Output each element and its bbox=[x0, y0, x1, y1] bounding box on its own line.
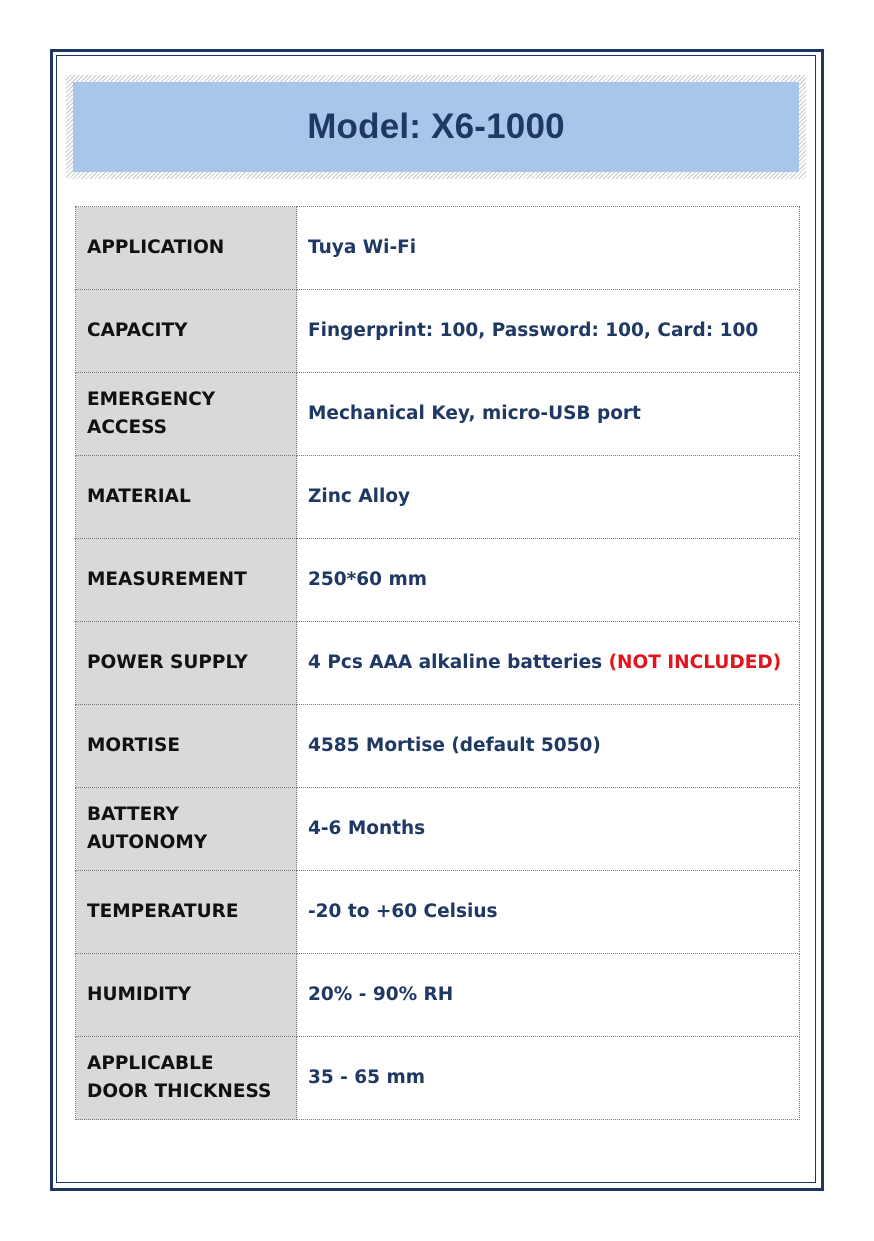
spec-label-line: DOOR THICKNESS bbox=[87, 1081, 272, 1102]
spec-value bbox=[297, 622, 800, 705]
spec-row-measurement bbox=[76, 539, 800, 622]
spec-label: HUMIDITY bbox=[76, 954, 297, 1037]
spec-value: 4-6 Months bbox=[297, 788, 800, 871]
spec-label-line: EMERGENCY bbox=[87, 389, 216, 410]
spec-label: POWER SUPPLY bbox=[76, 622, 297, 705]
spec-value: 35 - 65 mm bbox=[297, 1037, 800, 1120]
spec-label: CAPACITY bbox=[76, 290, 297, 373]
spec-label bbox=[76, 788, 297, 871]
spec-value: Zinc Alloy bbox=[297, 456, 800, 539]
spec-label-line: ACCESS bbox=[87, 417, 167, 438]
spec-row-material bbox=[76, 456, 800, 539]
spec-value-text: 4 Pcs AAA alkaline batteries bbox=[308, 652, 603, 673]
spec-label-line: AUTONOMY bbox=[87, 832, 208, 853]
spec-label: TEMPERATURE bbox=[76, 871, 297, 954]
spec-label bbox=[76, 1037, 297, 1120]
spec-row-humidity bbox=[76, 954, 800, 1037]
spec-row-battery-autonomy bbox=[76, 788, 800, 871]
spec-value: Tuya Wi-Fi bbox=[297, 207, 800, 290]
spec-row-mortise bbox=[76, 705, 800, 788]
spec-label-line: APPLICABLE bbox=[87, 1053, 214, 1074]
spec-value: 250*60 mm bbox=[297, 539, 800, 622]
not-included-note: (NOT INCLUDED) bbox=[608, 652, 782, 673]
spec-value: Fingerprint: 100, Password: 100, Card: 100 bbox=[297, 290, 800, 373]
spec-label: MATERIAL bbox=[76, 456, 297, 539]
spec-row-emergency-access bbox=[76, 373, 800, 456]
title-banner bbox=[73, 82, 799, 172]
spec-label bbox=[76, 373, 297, 456]
spec-label: APPLICATION bbox=[76, 207, 297, 290]
spec-row-capacity bbox=[76, 290, 800, 373]
spec-label: MEASUREMENT bbox=[76, 539, 297, 622]
spec-value: Mechanical Key, micro-USB port bbox=[297, 373, 800, 456]
spec-label: MORTISE bbox=[76, 705, 297, 788]
spec-value: 4585 Mortise (default 5050) bbox=[297, 705, 800, 788]
spec-table bbox=[75, 206, 800, 1120]
spec-row-temperature bbox=[76, 871, 800, 954]
spec-row-application bbox=[76, 207, 800, 290]
spec-row-power-supply bbox=[76, 622, 800, 705]
spec-value: -20 to +60 Celsius bbox=[297, 871, 800, 954]
spec-label-line: BATTERY bbox=[87, 804, 179, 825]
spec-value: 20% - 90% RH bbox=[297, 954, 800, 1037]
spec-row-door-thickness bbox=[76, 1037, 800, 1120]
page-title: Model: X6-1000 bbox=[307, 107, 565, 146]
